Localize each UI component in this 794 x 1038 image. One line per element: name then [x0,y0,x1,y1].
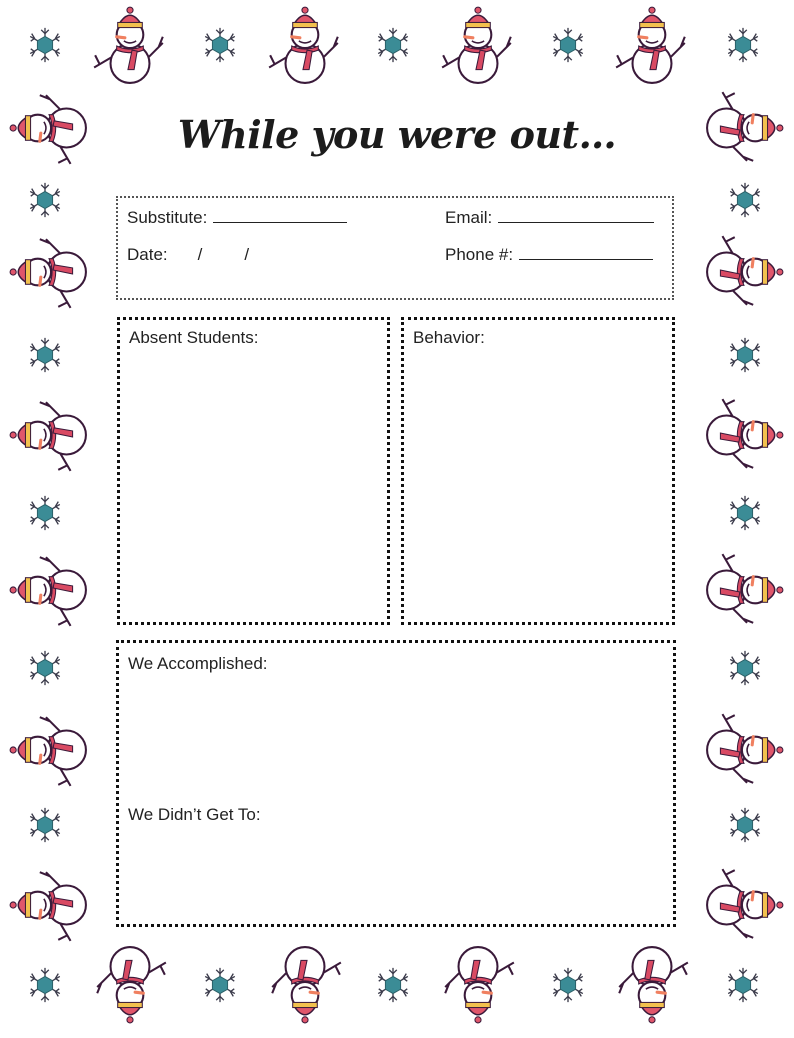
snowman-icon [264,4,346,86]
date-slash: / [244,245,250,264]
absent-students-box[interactable] [117,317,390,625]
email-label: Email: [445,208,493,227]
snowman-icon [437,944,519,1026]
absent-students-label: Absent Students: [129,328,259,347]
snowflake-icon [201,26,239,64]
snowman-icon [704,549,786,631]
snowflake-icon [726,336,764,374]
snowman-icon [611,944,693,1026]
snowflake-icon [726,806,764,844]
snowflake-icon [724,26,762,64]
substitute-line[interactable] [213,208,347,223]
accomplished-box[interactable] [116,640,676,927]
substitute-label: Substitute: [127,208,208,227]
behavior-box[interactable] [401,317,675,625]
snowflake-icon [724,966,762,1004]
page-title: While you were out… [177,112,617,157]
snowman-icon [264,944,346,1026]
didnt-get-to-label: We Didn’t Get To: [128,805,261,824]
snowman-icon [704,394,786,476]
snowman-icon [7,549,89,631]
snowman-icon [7,394,89,476]
snowman-icon [7,709,89,791]
phone-field[interactable] [445,245,653,265]
snowman-icon [704,231,786,313]
snowflake-icon [374,966,412,1004]
snowman-icon [89,4,171,86]
date-slash: / [197,245,203,264]
email-field[interactable] [445,208,654,228]
snowflake-icon [26,806,64,844]
snowman-icon [437,4,519,86]
accomplished-label: We Accomplished: [128,654,268,673]
snowflake-icon [549,26,587,64]
phone-label: Phone #: [445,245,514,264]
date-label: Date: [127,245,168,264]
snowflake-icon [726,181,764,219]
snowflake-icon [549,966,587,1004]
snowflake-icon [26,649,64,687]
snowflake-icon [374,26,412,64]
snowflake-icon [26,494,64,532]
behavior-label: Behavior: [413,328,485,347]
snowman-icon [704,709,786,791]
snowflake-icon [26,966,64,1004]
email-line[interactable] [498,208,654,223]
info-box [116,196,674,300]
snowman-icon [611,4,693,86]
snowman-icon [7,864,89,946]
date-field[interactable] [127,245,249,265]
snowflake-icon [26,336,64,374]
snowflake-icon [26,181,64,219]
snowflake-icon [726,494,764,532]
snowman-icon [7,231,89,313]
snowflake-icon [726,649,764,687]
snowflake-icon [26,26,64,64]
substitute-field[interactable] [127,208,347,228]
snowman-icon [704,864,786,946]
snowman-icon [89,944,171,1026]
phone-line[interactable] [519,245,653,260]
snowflake-icon [201,966,239,1004]
